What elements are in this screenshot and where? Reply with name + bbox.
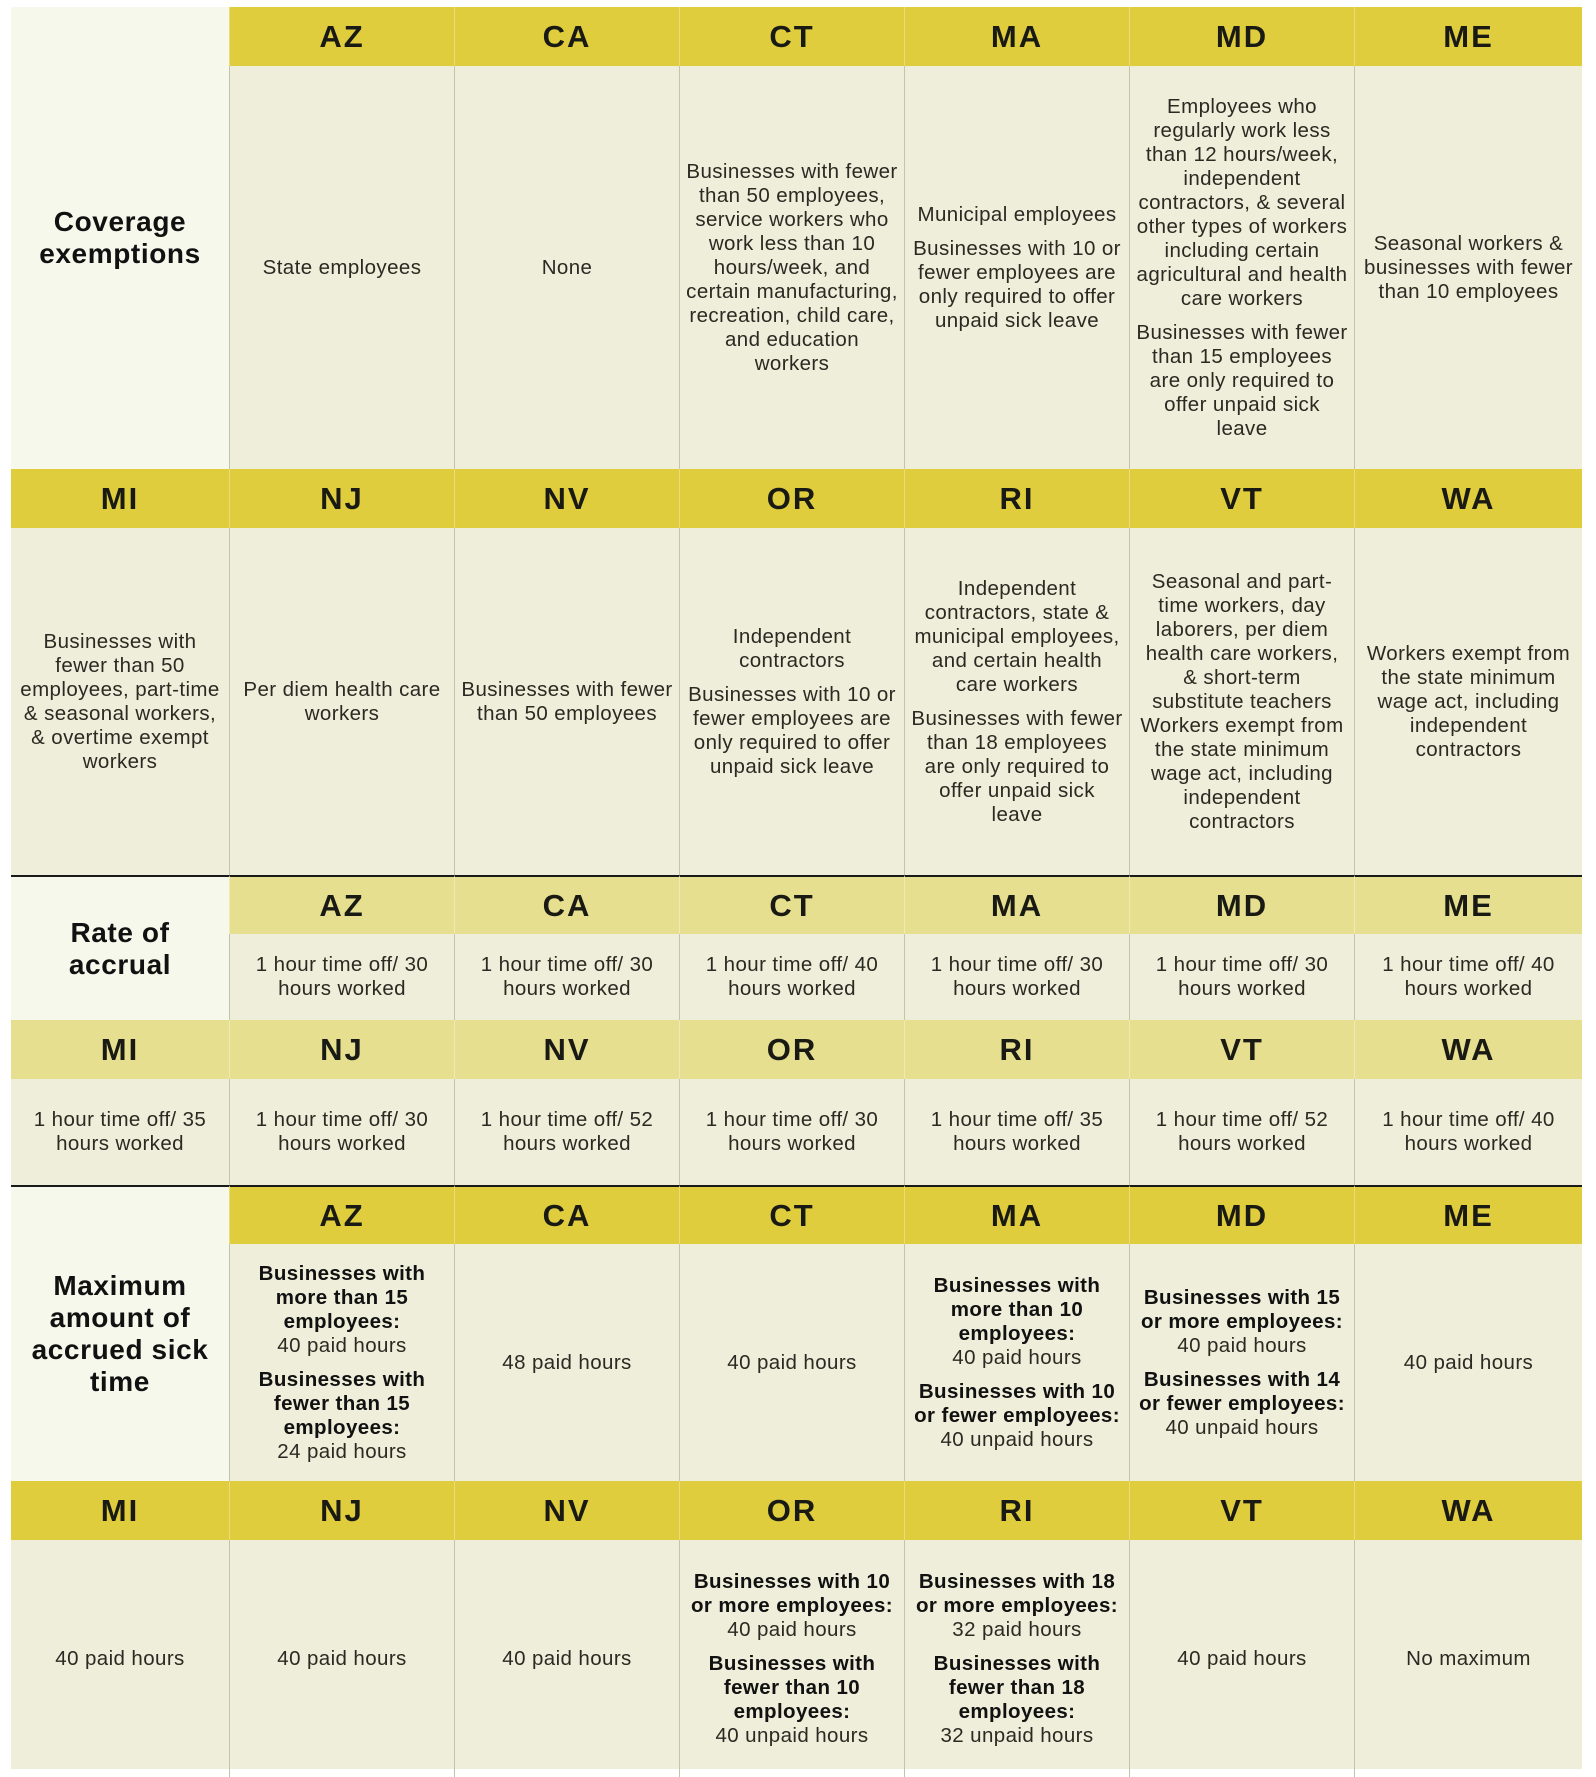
cell-block <box>686 1652 898 1748</box>
cell-text: 1 hour time off/ 52 hours worked <box>480 1108 654 1155</box>
state-cell-me <box>1354 934 1582 1020</box>
cell-block <box>686 1108 898 1156</box>
state-header-mi: MI <box>11 1020 229 1079</box>
cell-text: Businesses with fewer than 50 employees <box>461 677 673 725</box>
cell-block <box>1177 1647 1306 1671</box>
state-cell-ca <box>454 66 679 469</box>
cell-text: 1 hour time off/ 40 hours worked <box>1382 1108 1555 1155</box>
state-cell-me <box>1354 66 1582 469</box>
state-cell-vt <box>1129 1079 1354 1185</box>
section-title: Rate of accrual <box>11 875 229 1020</box>
cell-block <box>1361 953 1576 1001</box>
cell-block <box>911 1652 1123 1748</box>
cell-text: 40 paid hours <box>55 1646 185 1670</box>
business-size-condition: Businesses with more than 10 employees: <box>933 1273 1101 1345</box>
cell-block <box>1136 570 1348 834</box>
cell-block <box>461 1108 673 1156</box>
cell-text: Employees who regularly work less than 12 hours/week, independent contractors, & several other types of workers including certain agricultural and health care workers <box>1136 94 1348 310</box>
cell-block <box>911 1380 1123 1452</box>
cell-block <box>277 1647 406 1671</box>
state-cell-ri <box>904 1079 1129 1185</box>
cell-text: 1 hour time off/ 30 hours worked <box>255 1108 429 1155</box>
state-header-nj: NJ <box>229 1020 454 1079</box>
cell-block <box>236 1108 448 1156</box>
cell-block <box>686 160 898 376</box>
cell-block <box>911 577 1123 697</box>
cell-block <box>1136 95 1348 311</box>
cell-block <box>236 1368 448 1464</box>
cell-text: 32 unpaid hours <box>940 1723 1094 1747</box>
cell-text: 40 paid hours <box>727 1617 857 1641</box>
business-size-condition: Businesses with 15 or more employees: <box>1140 1285 1344 1333</box>
state-header-nj: NJ <box>229 1481 454 1540</box>
cell-text: 40 paid hours <box>1177 1333 1307 1357</box>
cell-block <box>911 1570 1123 1642</box>
state-header-ri: RI <box>904 1020 1129 1079</box>
state-cell-ma <box>904 934 1129 1020</box>
cell-block <box>502 1351 631 1375</box>
state-header-md: MD <box>1129 875 1354 934</box>
section-title: Coverage exemptions <box>11 7 229 469</box>
cell-block <box>917 203 1116 227</box>
state-cell-nj <box>229 1079 454 1185</box>
business-size-condition: Businesses with 10 or fewer employees: <box>914 1379 1120 1427</box>
cell-text: Seasonal and part-time workers, day laborers, per diem health care workers, & short-term substitute teachers Workers exempt from the state minimum wage act, including independent contractors <box>1140 569 1344 833</box>
cell-block <box>911 1108 1123 1156</box>
cell-block <box>502 1647 631 1671</box>
state-header-md: MD <box>1129 1185 1354 1244</box>
state-cell-ri <box>904 1540 1129 1777</box>
business-size-condition: Businesses with 10 or more employees: <box>690 1569 894 1617</box>
state-header-ri: RI <box>904 469 1129 528</box>
cell-text: 40 paid hours <box>277 1333 407 1357</box>
state-header-me: ME <box>1354 875 1582 934</box>
cell-text: 1 hour time off/ 30 hours worked <box>1155 953 1329 1000</box>
cell-block <box>236 953 448 1001</box>
cell-block <box>263 256 422 280</box>
cell-text: 48 paid hours <box>502 1350 632 1374</box>
state-cell-ri <box>904 528 1129 875</box>
state-cell-wa <box>1354 1540 1582 1777</box>
section-title: Maximum amount of accrued sick time <box>11 1185 229 1481</box>
cell-text: 24 paid hours <box>277 1439 407 1463</box>
cell-text: 40 unpaid hours <box>715 1723 869 1747</box>
cell-block <box>911 1274 1123 1370</box>
state-header-az: AZ <box>229 875 454 934</box>
cell-text: 40 unpaid hours <box>940 1427 1094 1451</box>
cell-block <box>1136 321 1348 441</box>
state-header-ca: CA <box>454 1185 679 1244</box>
state-cell-or <box>679 1540 904 1777</box>
state-cell-ma <box>904 1244 1129 1481</box>
business-size-condition: Businesses with more than 15 employees: <box>258 1261 426 1333</box>
cell-block <box>542 256 593 280</box>
state-header-wa: WA <box>1354 469 1582 528</box>
cell-block <box>1361 1108 1576 1156</box>
cell-text: 40 unpaid hours <box>1165 1415 1319 1439</box>
state-header-ma: MA <box>904 1185 1129 1244</box>
cell-block <box>236 1262 448 1358</box>
state-header-ma: MA <box>904 7 1129 66</box>
state-header-nj: NJ <box>229 469 454 528</box>
cell-block <box>1136 1286 1348 1358</box>
state-cell-wa <box>1354 1079 1582 1185</box>
state-cell-or <box>679 528 904 875</box>
cell-text: Businesses with 10 or fewer employees are only required to offer unpaid sick leave <box>913 236 1121 332</box>
state-header-ct: CT <box>679 7 904 66</box>
state-header-wa: WA <box>1354 1020 1582 1079</box>
cell-text: 1 hour time off/ 30 hours worked <box>255 953 429 1000</box>
state-cell-vt <box>1129 528 1354 875</box>
cell-block <box>686 953 898 1001</box>
state-cell-ca <box>454 934 679 1020</box>
state-header-ca: CA <box>454 875 679 934</box>
state-cell-me <box>1354 1244 1582 1481</box>
cell-block <box>55 1647 184 1671</box>
cell-text: Workers exempt from the state minimum wage act, including independent contractors <box>1366 641 1571 761</box>
business-size-condition: Businesses with 14 or fewer employees: <box>1139 1367 1345 1415</box>
state-header-ri: RI <box>904 1481 1129 1540</box>
cell-text: 40 paid hours <box>952 1345 1082 1369</box>
state-cell-wa <box>1354 528 1582 875</box>
state-header-vt: VT <box>1129 1020 1354 1079</box>
state-header-or: OR <box>679 469 904 528</box>
cell-block <box>727 1351 856 1375</box>
state-header-vt: VT <box>1129 1481 1354 1540</box>
cell-text: 1 hour time off/ 35 hours worked <box>33 1108 207 1155</box>
cell-block <box>1136 953 1348 1001</box>
cell-text: 1 hour time off/ 30 hours worked <box>480 953 654 1000</box>
cell-text: Per diem health care workers <box>243 677 441 725</box>
state-header-mi: MI <box>11 1481 229 1540</box>
state-cell-nv <box>454 1540 679 1777</box>
cell-block <box>1136 1108 1348 1156</box>
cell-text: Businesses with fewer than 18 employees are only required to offer unpaid sick leave <box>911 706 1123 826</box>
cell-block <box>1361 642 1576 762</box>
cell-block <box>1404 1351 1533 1375</box>
cell-text: State employees <box>262 255 422 279</box>
state-cell-az <box>229 66 454 469</box>
state-header-me: ME <box>1354 7 1582 66</box>
state-cell-ct <box>679 1244 904 1481</box>
cell-text: 40 paid hours <box>1177 1646 1307 1670</box>
cell-text: Independent contractors, state & municipal employees, and certain health care workers <box>914 576 1120 696</box>
cell-block <box>686 683 898 779</box>
state-header-nv: NV <box>454 1020 679 1079</box>
cell-block <box>17 630 223 774</box>
business-size-condition: Businesses with fewer than 15 employees: <box>258 1367 426 1439</box>
cell-text: Businesses with 10 or fewer employees are only required to offer unpaid sick leave <box>688 682 896 778</box>
cell-text: 40 paid hours <box>277 1646 407 1670</box>
state-header-vt: VT <box>1129 469 1354 528</box>
state-header-ct: CT <box>679 875 904 934</box>
state-cell-mi <box>11 1540 229 1777</box>
cell-block <box>1406 1647 1531 1671</box>
business-size-condition: Businesses with 18 or more employees: <box>915 1569 1119 1617</box>
state-cell-ct <box>679 934 904 1020</box>
state-header-az: AZ <box>229 1185 454 1244</box>
cell-text: 1 hour time off/ 30 hours worked <box>705 1108 879 1155</box>
state-cell-az <box>229 934 454 1020</box>
state-cell-nj <box>229 528 454 875</box>
state-header-nv: NV <box>454 469 679 528</box>
cell-text: None <box>541 255 593 279</box>
cell-text: Independent contractors <box>732 624 852 672</box>
state-header-nv: NV <box>454 1481 679 1540</box>
cell-block <box>1361 232 1576 304</box>
cell-block <box>17 1108 223 1156</box>
cell-text: 1 hour time off/ 30 hours worked <box>930 953 1104 1000</box>
cell-block <box>1136 1368 1348 1440</box>
state-header-md: MD <box>1129 7 1354 66</box>
state-header-me: ME <box>1354 1185 1582 1244</box>
business-size-condition: Businesses with fewer than 10 employees: <box>708 1651 876 1723</box>
cell-text: 1 hour time off/ 35 hours worked <box>930 1108 1104 1155</box>
cell-text: 40 paid hours <box>727 1350 857 1374</box>
state-cell-vt <box>1129 1540 1354 1777</box>
cell-text: Businesses with fewer than 50 employees, part-time & seasonal workers, & overtime exempt workers <box>20 629 220 773</box>
state-cell-ca <box>454 1244 679 1481</box>
business-size-condition: Businesses with fewer than 18 employees: <box>933 1651 1101 1723</box>
state-header-wa: WA <box>1354 1481 1582 1540</box>
cell-text: 1 hour time off/ 40 hours worked <box>1382 953 1555 1000</box>
cell-text: Businesses with fewer than 15 employees are only required to offer unpaid sick leave <box>1136 320 1348 440</box>
cell-text: 32 paid hours <box>952 1617 1082 1641</box>
cell-text: 40 paid hours <box>502 1646 632 1670</box>
cell-block <box>911 953 1123 1001</box>
state-header-ca: CA <box>454 7 679 66</box>
state-header-ma: MA <box>904 875 1129 934</box>
cell-block <box>461 678 673 726</box>
cell-block <box>686 1570 898 1642</box>
state-cell-nv <box>454 1079 679 1185</box>
cell-text: No maximum <box>1406 1646 1531 1670</box>
cell-text: Businesses with fewer than 50 employees, service workers who work less than 10 hours/week, and certain manufacturing, recreation, child care, and education workers <box>686 159 898 375</box>
cell-block <box>461 953 673 1001</box>
state-cell-md <box>1129 66 1354 469</box>
cell-block <box>236 678 448 726</box>
cell-block <box>686 625 898 673</box>
state-header-or: OR <box>679 1020 904 1079</box>
state-header-mi: MI <box>11 469 229 528</box>
cell-block <box>911 707 1123 827</box>
state-cell-ct <box>679 66 904 469</box>
state-cell-az <box>229 1244 454 1481</box>
state-cell-nv <box>454 528 679 875</box>
state-cell-md <box>1129 934 1354 1020</box>
cell-text: 40 paid hours <box>1403 1350 1534 1374</box>
cell-text: 1 hour time off/ 52 hours worked <box>1155 1108 1329 1155</box>
state-cell-md <box>1129 1244 1354 1481</box>
state-header-ct: CT <box>679 1185 904 1244</box>
cell-block <box>911 237 1123 333</box>
state-header-or: OR <box>679 1481 904 1540</box>
state-cell-or <box>679 1079 904 1185</box>
cell-text: Seasonal workers & businesses with fewer than 10 employees <box>1364 231 1573 303</box>
sick-leave-comparison-table <box>11 7 1582 1769</box>
state-cell-mi <box>11 1079 229 1185</box>
cell-text: 1 hour time off/ 40 hours worked <box>705 953 879 1000</box>
state-cell-nj <box>229 1540 454 1777</box>
state-cell-mi <box>11 528 229 875</box>
state-cell-ma <box>904 66 1129 469</box>
state-header-az: AZ <box>229 7 454 66</box>
cell-text: Municipal employees <box>917 202 1117 226</box>
